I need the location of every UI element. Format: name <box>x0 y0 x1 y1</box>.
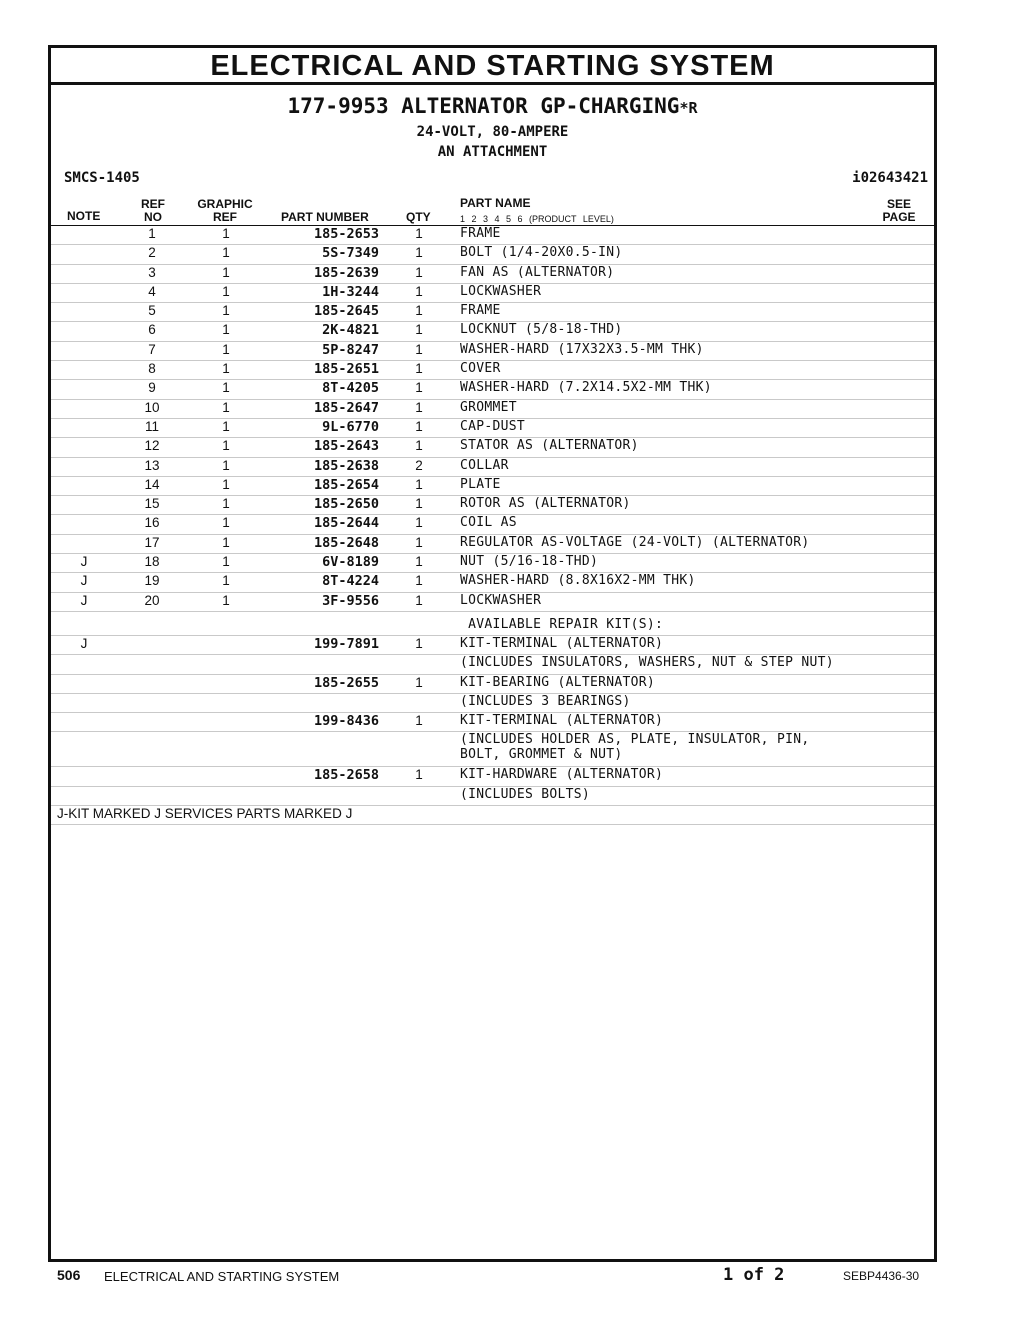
cell-part-number: 185-2643 <box>313 438 379 455</box>
cell-ref-no: 6 <box>148 322 156 338</box>
illustration-id: i02643421 <box>852 170 928 186</box>
cell-part-name: FAN AS (ALTERNATOR) <box>460 264 615 280</box>
cell-part-name: (INCLUDES INSULATORS, WASHERS, NUT & STEP NUT) <box>460 655 834 671</box>
cell-part-name: LOCKNUT (5/8-18-THD) <box>460 322 623 338</box>
kits-heading: AVAILABLE REPAIR KIT(S): <box>460 616 664 632</box>
cell-part-name: COLLAR <box>460 457 509 473</box>
group-title <box>51 94 934 118</box>
cell-qty: 1 <box>415 322 423 338</box>
cell-qty: 1 <box>415 635 423 651</box>
cell-part-name: WASHER-HARD (7.2X14.5X2-MM THK) <box>460 380 712 396</box>
header-qty: QTY <box>406 210 431 224</box>
cell-part-number: 185-2639 <box>313 264 379 281</box>
cell-part-name: KIT-TERMINAL (ALTERNATOR) <box>460 635 664 651</box>
cell-qty: 1 <box>415 226 423 241</box>
cell-part-number: 5S-7349 <box>322 245 379 262</box>
cell-graphic-ref: 1 <box>222 264 230 280</box>
group-title-text: 177-9953 ALTERNATOR GP-CHARGING <box>287 94 680 118</box>
cell-part-name: KIT-BEARING (ALTERNATOR) <box>460 674 656 690</box>
footer-page-of: 1 of 2 <box>723 1265 785 1285</box>
cell-part-number: 185-2644 <box>313 515 379 532</box>
cell-qty: 1 <box>415 418 423 434</box>
table-row <box>51 496 934 515</box>
table-row <box>51 477 934 496</box>
cell-graphic-ref: 1 <box>222 322 230 338</box>
cell-part-name: PLATE <box>460 476 501 492</box>
header-product-level: 1 2 3 4 5 6 (PRODUCT LEVEL) <box>460 214 614 224</box>
cell-ref-no: 14 <box>144 476 160 492</box>
cell-ref-no: 9 <box>148 380 156 396</box>
table-row <box>51 554 934 573</box>
cell-part-number: 5P-8247 <box>322 341 379 358</box>
table-row <box>51 438 934 457</box>
cell-part-name: REGULATOR AS-VOLTAGE (24-VOLT) (ALTERNATOR) <box>460 534 810 550</box>
header-ref-line2: NO <box>144 210 162 224</box>
cell-part-number: 199-8436 <box>313 713 379 730</box>
table-row <box>51 458 934 477</box>
cell-part-number: 185-2655 <box>313 674 379 691</box>
cell-ref-no: 3 <box>148 264 156 280</box>
cell-part-number: 185-2658 <box>313 767 379 784</box>
cell-graphic-ref: 1 <box>222 438 230 454</box>
cell-part-name: FRAME <box>460 226 501 241</box>
cell-qty: 1 <box>415 341 423 357</box>
cell-ref-no: 12 <box>144 438 160 454</box>
cell-graphic-ref: 1 <box>222 418 230 434</box>
cell-qty: 1 <box>415 476 423 492</box>
cell-qty: 1 <box>415 592 423 608</box>
cell-qty: 2 <box>415 457 423 473</box>
table-row <box>51 713 934 732</box>
cell-qty: 1 <box>415 245 423 261</box>
cell-graphic-ref: 1 <box>222 283 230 299</box>
table-row <box>51 322 934 341</box>
cell-part-number: 8T-4224 <box>322 573 379 590</box>
table-row <box>51 303 934 322</box>
cell-part-name: (INCLUDES HOLDER AS, PLATE, INSULATOR, PIN, BOLT, GROMMET & NUT) <box>460 732 810 763</box>
footnote-row <box>51 806 934 825</box>
section-title: ELECTRICAL AND STARTING SYSTEM <box>51 48 934 85</box>
cell-graphic-ref: 1 <box>222 515 230 531</box>
cell-graphic-ref: 1 <box>222 399 230 415</box>
cell-qty: 1 <box>415 264 423 280</box>
table-row <box>51 573 934 592</box>
cell-part-number: 185-2645 <box>313 303 379 320</box>
group-title-suffix: *R <box>679 99 698 117</box>
cell-part-name: WASHER-HARD (17X32X3.5-MM THK) <box>460 341 704 357</box>
cell-part-number: 185-2638 <box>313 457 379 474</box>
header-note: NOTE <box>67 209 101 223</box>
header-see-page <box>881 198 917 224</box>
cell-part-name: STATOR AS (ALTERNATOR) <box>460 438 639 454</box>
cell-qty: 1 <box>415 438 423 454</box>
cell-note: J <box>80 635 88 651</box>
table-row <box>51 732 934 767</box>
cell-ref-no: 18 <box>144 554 160 570</box>
cell-ref-no: 11 <box>144 418 159 434</box>
smcs-code: SMCS-1405 <box>64 170 140 186</box>
table-row <box>51 245 934 264</box>
cell-ref-no: 20 <box>144 592 160 608</box>
cell-part-number: 185-2648 <box>313 534 379 551</box>
table-row <box>51 636 934 655</box>
header-graphic-line2: REF <box>213 210 237 224</box>
parts-table <box>51 226 934 825</box>
table-header <box>51 193 934 226</box>
header-ref-line1: REF <box>141 197 165 211</box>
page-frame <box>48 45 937 1262</box>
cell-qty: 1 <box>415 380 423 396</box>
cell-part-name: (INCLUDES BOLTS) <box>460 786 591 802</box>
cell-qty: 1 <box>415 534 423 550</box>
header-see-line1: SEE <box>886 197 911 211</box>
cell-ref-no: 2 <box>148 245 156 261</box>
cell-part-name: KIT-HARDWARE (ALTERNATOR) <box>460 767 664 783</box>
cell-qty: 1 <box>415 303 423 319</box>
cell-ref-no: 16 <box>144 515 160 531</box>
group-subtitle-2: AN ATTACHMENT <box>437 144 548 160</box>
table-row <box>51 787 934 806</box>
cell-graphic-ref: 1 <box>222 592 230 608</box>
header-part-name: PART NAME <box>460 196 531 210</box>
cell-part-number: 6V-8189 <box>322 554 379 571</box>
cell-part-number: 185-2651 <box>313 361 379 378</box>
cell-ref-no: 1 <box>148 226 156 241</box>
cell-part-name: LOCKWASHER <box>460 592 542 608</box>
cell-qty: 1 <box>415 767 423 783</box>
cell-part-name: GROMMET <box>460 399 517 415</box>
cell-graphic-ref: 1 <box>222 573 230 589</box>
cell-part-number: 199-7891 <box>313 635 379 652</box>
cell-ref-no: 10 <box>144 399 160 415</box>
table-row <box>51 767 934 786</box>
table-row <box>51 675 934 694</box>
kits-heading-row <box>51 612 934 636</box>
footer-doc-id: SEBP4436-30 <box>843 1269 920 1283</box>
cell-ref-no: 8 <box>148 361 156 377</box>
cell-graphic-ref: 1 <box>222 303 230 319</box>
cell-qty: 1 <box>415 496 423 512</box>
cell-note: J <box>80 573 88 589</box>
cell-qty: 1 <box>415 283 423 299</box>
cell-part-number: 185-2650 <box>313 496 379 513</box>
table-row <box>51 655 934 674</box>
table-row <box>51 342 934 361</box>
cell-part-name: NUT (5/16-18-THD) <box>460 554 599 570</box>
table-row <box>51 419 934 438</box>
table-row <box>51 361 934 380</box>
cell-part-name: COVER <box>460 361 501 377</box>
cell-part-name: COIL AS <box>460 515 517 531</box>
cell-part-number: 185-2647 <box>313 399 379 416</box>
cell-ref-no: 15 <box>144 496 160 512</box>
cell-qty: 1 <box>415 515 423 531</box>
table-row <box>51 400 934 419</box>
cell-graphic-ref: 1 <box>222 554 230 570</box>
header-graphic-line1: GRAPHIC <box>197 197 253 211</box>
header-graphic-ref <box>193 198 257 224</box>
cell-graphic-ref: 1 <box>222 341 230 357</box>
cell-note: J <box>80 554 88 570</box>
footer-section: ELECTRICAL AND STARTING SYSTEM <box>104 1269 340 1284</box>
footer-page-number: 506 <box>57 1267 81 1283</box>
cell-note: J <box>80 592 88 608</box>
cell-part-number: 185-2653 <box>313 226 379 242</box>
table-row <box>51 515 934 534</box>
cell-graphic-ref: 1 <box>222 226 230 241</box>
cell-part-name: ROTOR AS (ALTERNATOR) <box>460 496 631 512</box>
cell-graphic-ref: 1 <box>222 496 230 512</box>
table-row <box>51 535 934 554</box>
cell-part-name: (INCLUDES 3 BEARINGS) <box>460 693 631 709</box>
cell-qty: 1 <box>415 713 423 729</box>
cell-part-number: 3F-9556 <box>322 592 379 609</box>
cell-part-name: FRAME <box>460 303 501 319</box>
table-row <box>51 380 934 399</box>
cell-part-number: 1H-3244 <box>322 283 379 300</box>
table-row <box>51 265 934 284</box>
cell-part-number: 185-2654 <box>313 476 379 493</box>
cell-ref-no: 19 <box>144 573 160 589</box>
cell-part-name: WASHER-HARD (8.8X16X2-MM THK) <box>460 573 696 589</box>
cell-ref-no: 13 <box>144 457 160 473</box>
cell-qty: 1 <box>415 573 423 589</box>
cell-part-name: BOLT (1/4-20X0.5-IN) <box>460 245 623 261</box>
cell-graphic-ref: 1 <box>222 361 230 377</box>
cell-graphic-ref: 1 <box>222 457 230 473</box>
cell-part-name: KIT-TERMINAL (ALTERNATOR) <box>460 713 664 729</box>
group-subtitle-1: 24-VOLT, 80-AMPERE <box>416 124 569 140</box>
table-row <box>51 226 934 245</box>
table-row <box>51 694 934 713</box>
cell-graphic-ref: 1 <box>222 534 230 550</box>
cell-ref-no: 5 <box>148 303 156 319</box>
cell-graphic-ref: 1 <box>222 476 230 492</box>
cell-ref-no: 7 <box>148 341 156 357</box>
cell-graphic-ref: 1 <box>222 245 230 261</box>
cell-graphic-ref: 1 <box>222 380 230 396</box>
cell-qty: 1 <box>415 554 423 570</box>
header-see-line2: PAGE <box>882 210 916 224</box>
cell-qty: 1 <box>415 674 423 690</box>
footnote: J-KIT MARKED J SERVICES PARTS MARKED J <box>57 806 353 822</box>
cell-ref-no: 17 <box>144 534 160 550</box>
cell-qty: 1 <box>415 399 423 415</box>
table-row <box>51 284 934 303</box>
cell-part-name: LOCKWASHER <box>460 283 542 299</box>
header-part-number: PART NUMBER <box>281 210 369 224</box>
header-ref-no <box>138 198 168 224</box>
cell-ref-no: 4 <box>148 283 156 299</box>
table-row <box>51 593 934 612</box>
cell-part-number: 2K-4821 <box>322 322 379 339</box>
cell-part-number: 9L-6770 <box>322 418 379 435</box>
cell-part-number: 8T-4205 <box>322 380 379 397</box>
cell-part-name: CAP-DUST <box>460 418 526 434</box>
cell-qty: 1 <box>415 361 423 377</box>
